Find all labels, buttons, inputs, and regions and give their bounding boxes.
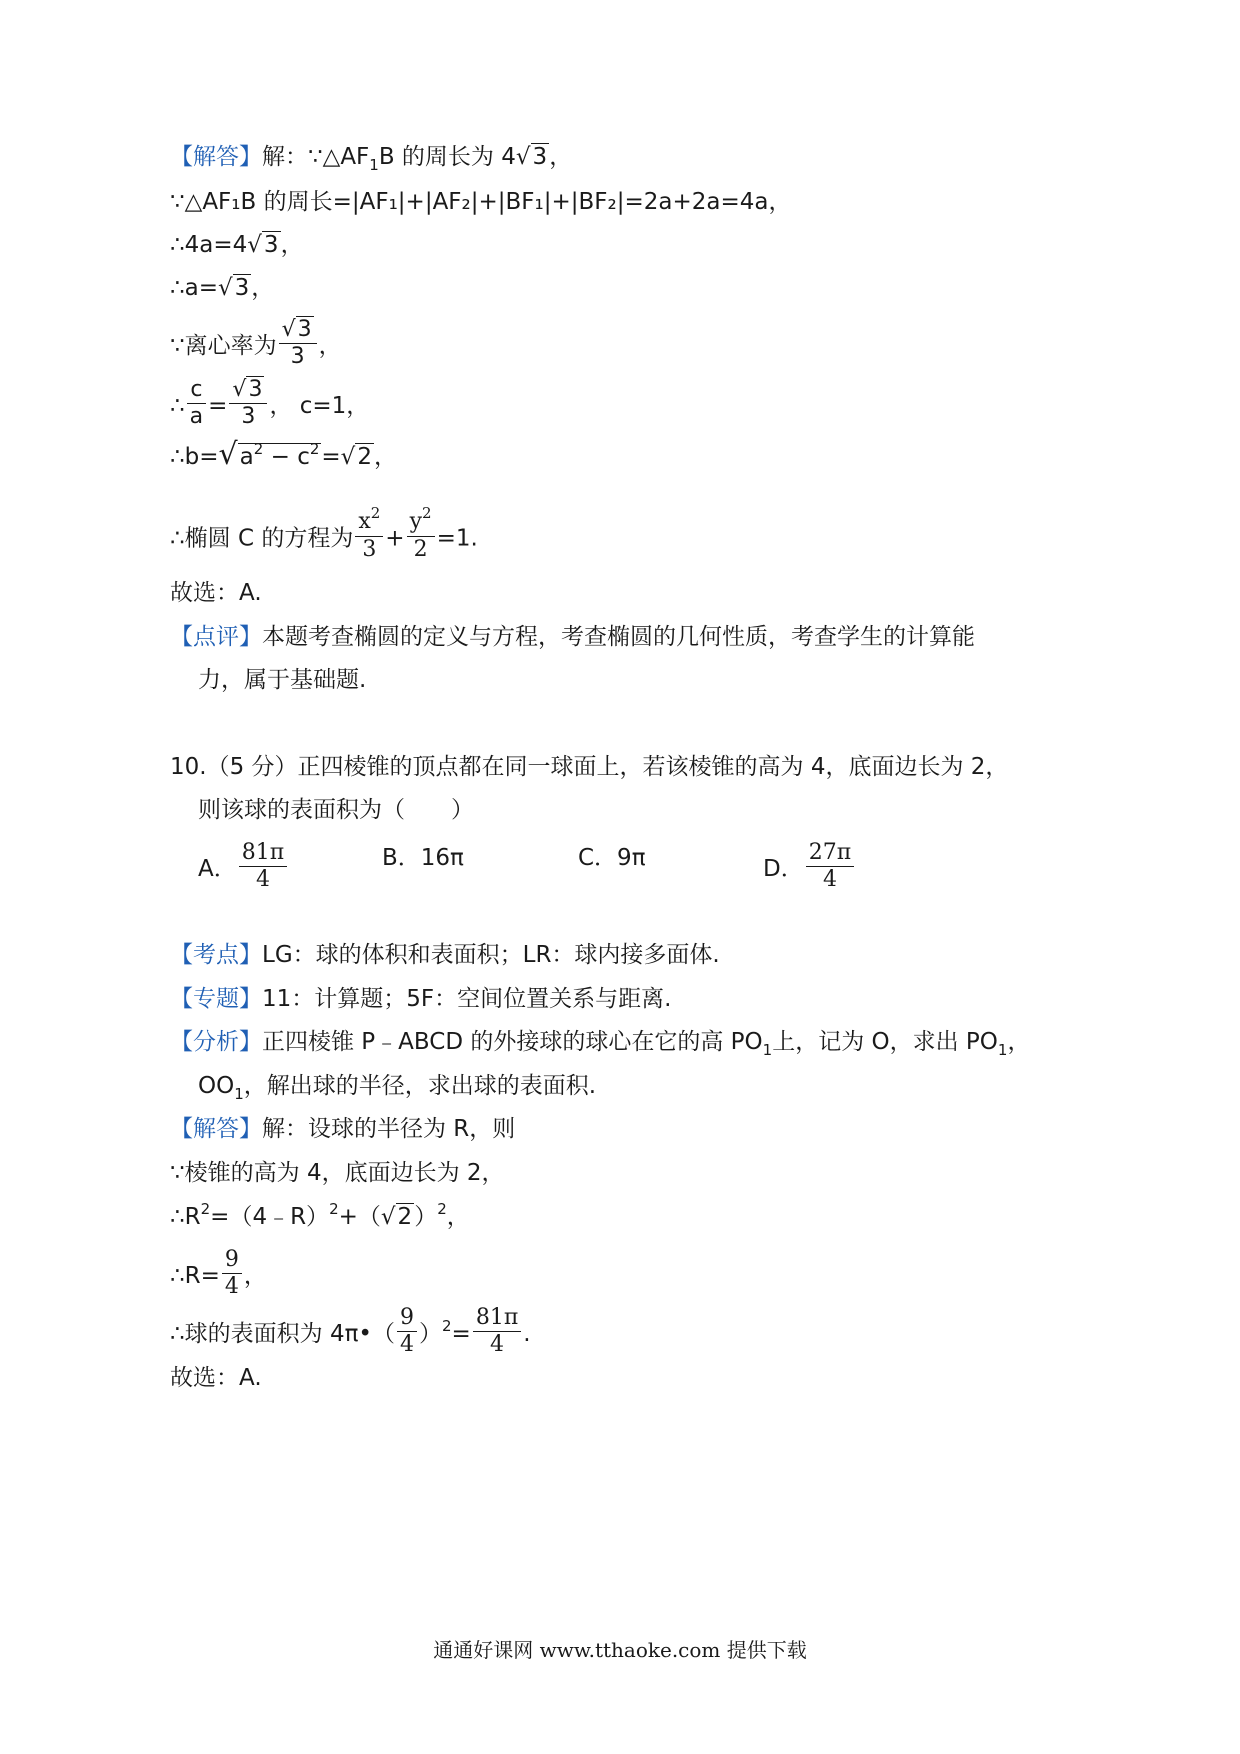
fenxi-line1: 【分析】正四棱锥 P﹣ABCD 的外接球的球心在它的高 $PO_1$上，记为 O，求出 $PO_1$， xyxy=(170,1029,1031,1059)
zhuanti-line: 【专题】11：计算题；5F：空间位置关系与距离. xyxy=(170,986,672,1012)
sol1-line6: ∴ $\frac{c}{a}$ = $\frac{√3}{3}$ ， c=1， xyxy=(170,377,370,429)
option-c: C．9π xyxy=(578,845,646,871)
sol1-line4: ∴a=√3， xyxy=(170,275,275,301)
zhuanti-tag: 【专题】 xyxy=(170,986,262,1012)
sol2-line3: $\therefore R^2=(4﹣R)^2+(√2)^2$， xyxy=(170,1200,470,1230)
jieda-tag: 【解答】 xyxy=(170,1116,262,1142)
option-a: A． $\frac{81\pi}{4}$ xyxy=(198,843,289,896)
fraction: $\frac{x^2}{3}$ xyxy=(355,509,383,563)
fenxi-line2: $OO_1$，解出球的半径，求出球的表面积. xyxy=(198,1073,597,1103)
dianping-line2: 力，属于基础题. xyxy=(198,667,367,693)
option-d: D． $\frac{27\pi}{4}$ xyxy=(763,843,856,896)
page-footer: 通通好课网 www.tthaoke.com 提供下载 xyxy=(433,1638,807,1662)
sol1-answer: 故选：A. xyxy=(170,580,262,606)
fraction: $\frac{c}{a}$ xyxy=(187,377,206,430)
fraction: $\frac{9}{4}$ xyxy=(222,1247,242,1300)
sol2-answer: 故选：A. xyxy=(170,1365,262,1391)
sol2-line4: ∴R= $\frac{9}{4}$ ， xyxy=(170,1247,267,1299)
option-b: B．16π xyxy=(382,845,464,871)
fraction: $\frac{81\pi}{4}$ xyxy=(473,1305,521,1358)
fraction: $\frac{√3}{3}$ xyxy=(229,377,267,430)
question10-options xyxy=(198,840,898,893)
fraction: $\frac{81\pi}{4}$ xyxy=(239,840,287,893)
sol1-line2: ∵△AF₁B 的周长=|AF₁|+|AF₂|+|BF₁|+|BF₂|=2a+2a=4a， xyxy=(170,189,792,215)
dianping-tag: 【点评】 xyxy=(170,624,262,650)
sol1-line8: ∴椭圆 C 的方程为 $\frac{x^2}{3}$ + $\frac{y^2}{2}$ =1. xyxy=(170,504,478,562)
sol1-line5: ∵离心率为 $\frac{√3}{3}$ ， xyxy=(170,317,342,369)
sqrt-symbol: √ xyxy=(218,275,233,301)
sqrt-symbol: √ xyxy=(340,444,356,470)
question10-stem-line2: 则该球的表面积为（ ） xyxy=(198,797,474,823)
fraction: $\frac{27\pi}{4}$ xyxy=(806,840,854,893)
question10-stem-line1: 10.（5 分）正四棱锥的顶点都在同一球面上，若该棱锥的高为 4，底面边长为 2， xyxy=(170,754,1009,780)
kaodian-line: 【考点】LG：球的体积和表面积；LR：球内接多面体. xyxy=(170,942,720,968)
fraction: $\frac{9}{4}$ xyxy=(397,1305,417,1358)
fraction: $\frac{y^2}{2}$ xyxy=(407,509,435,563)
fraction: $\frac{√3}{3}$ xyxy=(279,317,317,370)
jieda-tag: 【解答】 xyxy=(170,144,262,170)
dianping-line1: 【点评】本题考查椭圆的定义与方程，考查椭圆的几何性质，考查学生的计算能 xyxy=(170,624,975,650)
sol1-line1: 【解答】解：$\because\triangle AF_1B$ 的周长为 4√3， xyxy=(170,144,573,174)
sqrt-symbol: √ xyxy=(218,437,238,472)
sqrt-symbol: √ xyxy=(515,144,531,170)
sqrt-symbol: √ xyxy=(247,232,262,258)
sol2-line5: ∴球的表面积为 4π•（ $\frac{9}{4}$ ）$^2$= $\frac{81\pi}{4}$ . xyxy=(170,1305,531,1357)
sol2-line2: ∵棱锥的高为 4，底面边长为 2， xyxy=(170,1160,505,1186)
sol1-line7: $\therefore b=√a^2 - c^2=√2$， xyxy=(170,437,397,472)
sol2-jieda-line: 【解答】解：设球的半径为 R，则 xyxy=(170,1116,516,1142)
fenxi-tag: 【分析】 xyxy=(170,1029,262,1055)
kaodian-tag: 【考点】 xyxy=(170,942,262,968)
sqrt-symbol: √ xyxy=(380,1204,396,1230)
sol1-line3: ∴4a=4√3， xyxy=(170,232,304,258)
